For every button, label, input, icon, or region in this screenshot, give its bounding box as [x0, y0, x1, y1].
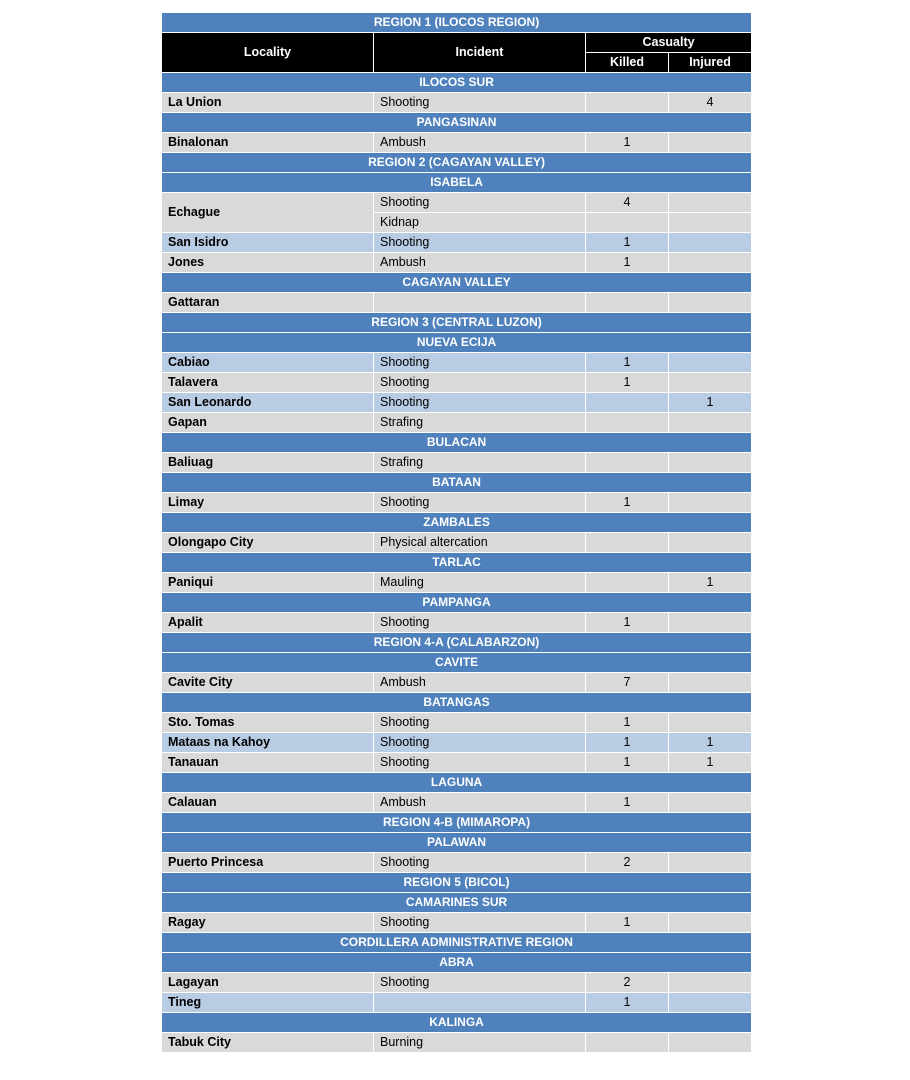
section-header-row: [162, 153, 752, 173]
table-row: [162, 293, 752, 313]
incident-cell: Ambush: [374, 793, 586, 813]
incident-cell: Burning: [374, 1033, 586, 1053]
incident-cell: Shooting: [374, 973, 586, 993]
section-title: REGION 2 (CAGAYAN VALLEY): [162, 153, 752, 173]
table-row: [162, 393, 752, 413]
locality-cell: Calauan: [162, 793, 374, 813]
section-header-row: [162, 73, 752, 93]
section-title: BULACAN: [162, 433, 752, 453]
section-title: REGION 4-A (CALABARZON): [162, 633, 752, 653]
injured-cell: [669, 1033, 752, 1053]
injured-cell: 1: [669, 393, 752, 413]
casualty-header: Casualty: [586, 33, 752, 53]
table-row: [162, 793, 752, 813]
section-header-row: [162, 953, 752, 973]
locality-header: Locality: [162, 33, 374, 73]
locality-cell: Limay: [162, 493, 374, 513]
locality-cell: Mataas na Kahoy: [162, 733, 374, 753]
table-row: [162, 973, 752, 993]
table-row: [162, 713, 752, 733]
incident-cell: Shooting: [374, 733, 586, 753]
table-body: [162, 73, 752, 1053]
section-title: PALAWAN: [162, 833, 752, 853]
injured-cell: [669, 193, 752, 213]
locality-cell: Gattaran: [162, 293, 374, 313]
table-row: [162, 993, 752, 1013]
injured-cell: [669, 293, 752, 313]
incident-cell: Shooting: [374, 613, 586, 633]
table-row: [162, 193, 752, 213]
injured-cell: [669, 133, 752, 153]
table-row: [162, 1033, 752, 1053]
incident-cell: Shooting: [374, 913, 586, 933]
injured-cell: [669, 613, 752, 633]
incident-cell: Strafing: [374, 453, 586, 473]
section-title: REGION 3 (CENTRAL LUZON): [162, 313, 752, 333]
incident-table: [161, 12, 752, 1053]
locality-cell: Baliuag: [162, 453, 374, 473]
locality-cell: San Leonardo: [162, 393, 374, 413]
injured-cell: [669, 353, 752, 373]
section-header-row: [162, 513, 752, 533]
table-row: [162, 673, 752, 693]
section-header-row: [162, 1013, 752, 1033]
killed-cell: 1: [586, 613, 669, 633]
section-header-row: [162, 313, 752, 333]
incident-cell: Kidnap: [374, 213, 586, 233]
section-header-row: [162, 833, 752, 853]
table-row: [162, 533, 752, 553]
killed-cell: 1: [586, 233, 669, 253]
region-title: REGION 1 (ILOCOS REGION): [162, 13, 752, 33]
injured-cell: [669, 913, 752, 933]
killed-cell: [586, 293, 669, 313]
section-header-row: [162, 593, 752, 613]
table-row: [162, 493, 752, 513]
locality-cell: Tabuk City: [162, 1033, 374, 1053]
section-title: BATAAN: [162, 473, 752, 493]
killed-cell: 1: [586, 353, 669, 373]
column-header-row: [162, 33, 752, 53]
section-header-row: [162, 273, 752, 293]
section-title: PANGASINAN: [162, 113, 752, 133]
injured-cell: [669, 713, 752, 733]
section-title: ABRA: [162, 953, 752, 973]
incident-cell: Shooting: [374, 373, 586, 393]
locality-cell: Ragay: [162, 913, 374, 933]
section-title: ISABELA: [162, 173, 752, 193]
incident-cell: Shooting: [374, 393, 586, 413]
incident-cell: Mauling: [374, 573, 586, 593]
locality-cell: Lagayan: [162, 973, 374, 993]
table-row: [162, 453, 752, 473]
section-header-row: [162, 433, 752, 453]
locality-cell: San Isidro: [162, 233, 374, 253]
section-header-row: [162, 693, 752, 713]
killed-cell: 4: [586, 193, 669, 213]
killed-header: Killed: [586, 53, 669, 73]
locality-cell: Talavera: [162, 373, 374, 393]
table-row: [162, 753, 752, 773]
injured-cell: [669, 413, 752, 433]
locality-cell: La Union: [162, 93, 374, 113]
incident-header: Incident: [374, 33, 586, 73]
section-header-row: [162, 113, 752, 133]
locality-cell: Tineg: [162, 993, 374, 1013]
killed-cell: [586, 413, 669, 433]
injured-cell: [669, 373, 752, 393]
table-row: [162, 353, 752, 373]
locality-cell: Echague: [162, 193, 374, 233]
injured-cell: [669, 453, 752, 473]
killed-cell: 2: [586, 853, 669, 873]
incident-cell: Shooting: [374, 353, 586, 373]
injured-cell: [669, 793, 752, 813]
injured-header: Injured: [669, 53, 752, 73]
injured-cell: [669, 533, 752, 553]
section-header-row: [162, 773, 752, 793]
killed-cell: [586, 533, 669, 553]
injured-cell: [669, 233, 752, 253]
killed-cell: [586, 453, 669, 473]
killed-cell: 1: [586, 753, 669, 773]
section-title: ZAMBALES: [162, 513, 752, 533]
section-header-row: [162, 933, 752, 953]
incident-cell: Ambush: [374, 673, 586, 693]
killed-cell: 1: [586, 733, 669, 753]
section-header-row: [162, 813, 752, 833]
table-row: [162, 853, 752, 873]
injured-cell: [669, 853, 752, 873]
section-header-row: [162, 173, 752, 193]
killed-cell: 1: [586, 133, 669, 153]
section-title: NUEVA ECIJA: [162, 333, 752, 353]
killed-cell: [586, 93, 669, 113]
table-row: [162, 733, 752, 753]
section-title: TARLAC: [162, 553, 752, 573]
injured-cell: [669, 253, 752, 273]
locality-cell: Sto. Tomas: [162, 713, 374, 733]
section-title: CAVITE: [162, 653, 752, 673]
table-row: [162, 233, 752, 253]
table-row: [162, 573, 752, 593]
section-header-row: [162, 553, 752, 573]
killed-cell: 1: [586, 493, 669, 513]
incident-cell: Shooting: [374, 233, 586, 253]
killed-cell: [586, 213, 669, 233]
section-title: ILOCOS SUR: [162, 73, 752, 93]
killed-cell: 7: [586, 673, 669, 693]
locality-cell: Paniqui: [162, 573, 374, 593]
injured-cell: [669, 993, 752, 1013]
incident-cell: Ambush: [374, 253, 586, 273]
incident-cell: Shooting: [374, 753, 586, 773]
killed-cell: 1: [586, 913, 669, 933]
section-title: CAMARINES SUR: [162, 893, 752, 913]
killed-cell: 2: [586, 973, 669, 993]
section-header-row: [162, 473, 752, 493]
injured-cell: [669, 493, 752, 513]
injured-cell: 1: [669, 573, 752, 593]
locality-cell: Apalit: [162, 613, 374, 633]
region-header-row: [162, 13, 752, 33]
locality-cell: Cabiao: [162, 353, 374, 373]
incident-cell: Shooting: [374, 193, 586, 213]
locality-cell: Olongapo City: [162, 533, 374, 553]
killed-cell: 1: [586, 793, 669, 813]
killed-cell: 1: [586, 993, 669, 1013]
section-header-row: [162, 333, 752, 353]
section-header-row: [162, 633, 752, 653]
table-row: [162, 613, 752, 633]
incident-cell: [374, 293, 586, 313]
section-title: CORDILLERA ADMINISTRATIVE REGION: [162, 933, 752, 953]
injured-cell: 1: [669, 753, 752, 773]
section-title: CAGAYAN VALLEY: [162, 273, 752, 293]
section-title: REGION 5 (BICOL): [162, 873, 752, 893]
injured-cell: [669, 213, 752, 233]
killed-cell: 1: [586, 373, 669, 393]
locality-cell: Puerto Princesa: [162, 853, 374, 873]
incident-cell: Shooting: [374, 713, 586, 733]
incident-cell: Strafing: [374, 413, 586, 433]
section-header-row: [162, 653, 752, 673]
table-row: [162, 913, 752, 933]
section-title: REGION 4-B (MIMAROPA): [162, 813, 752, 833]
locality-cell: Binalonan: [162, 133, 374, 153]
section-title: PAMPANGA: [162, 593, 752, 613]
table-row: [162, 93, 752, 113]
incident-cell: Shooting: [374, 493, 586, 513]
killed-cell: 1: [586, 713, 669, 733]
section-title: KALINGA: [162, 1013, 752, 1033]
table-row: [162, 133, 752, 153]
section-title: BATANGAS: [162, 693, 752, 713]
injured-cell: [669, 973, 752, 993]
killed-cell: 1: [586, 253, 669, 273]
locality-cell: Gapan: [162, 413, 374, 433]
incident-cell: Shooting: [374, 93, 586, 113]
locality-cell: Cavite City: [162, 673, 374, 693]
section-title: LAGUNA: [162, 773, 752, 793]
incident-cell: Physical altercation: [374, 533, 586, 553]
killed-cell: [586, 1033, 669, 1053]
injured-cell: 1: [669, 733, 752, 753]
locality-cell: Jones: [162, 253, 374, 273]
killed-cell: [586, 573, 669, 593]
incident-cell: [374, 993, 586, 1013]
table-row: [162, 253, 752, 273]
table-row: [162, 413, 752, 433]
section-header-row: [162, 893, 752, 913]
incident-cell: Shooting: [374, 853, 586, 873]
injured-cell: [669, 673, 752, 693]
injured-cell: 4: [669, 93, 752, 113]
killed-cell: [586, 393, 669, 413]
section-header-row: [162, 873, 752, 893]
incident-cell: Ambush: [374, 133, 586, 153]
table-row: [162, 373, 752, 393]
locality-cell: Tanauan: [162, 753, 374, 773]
